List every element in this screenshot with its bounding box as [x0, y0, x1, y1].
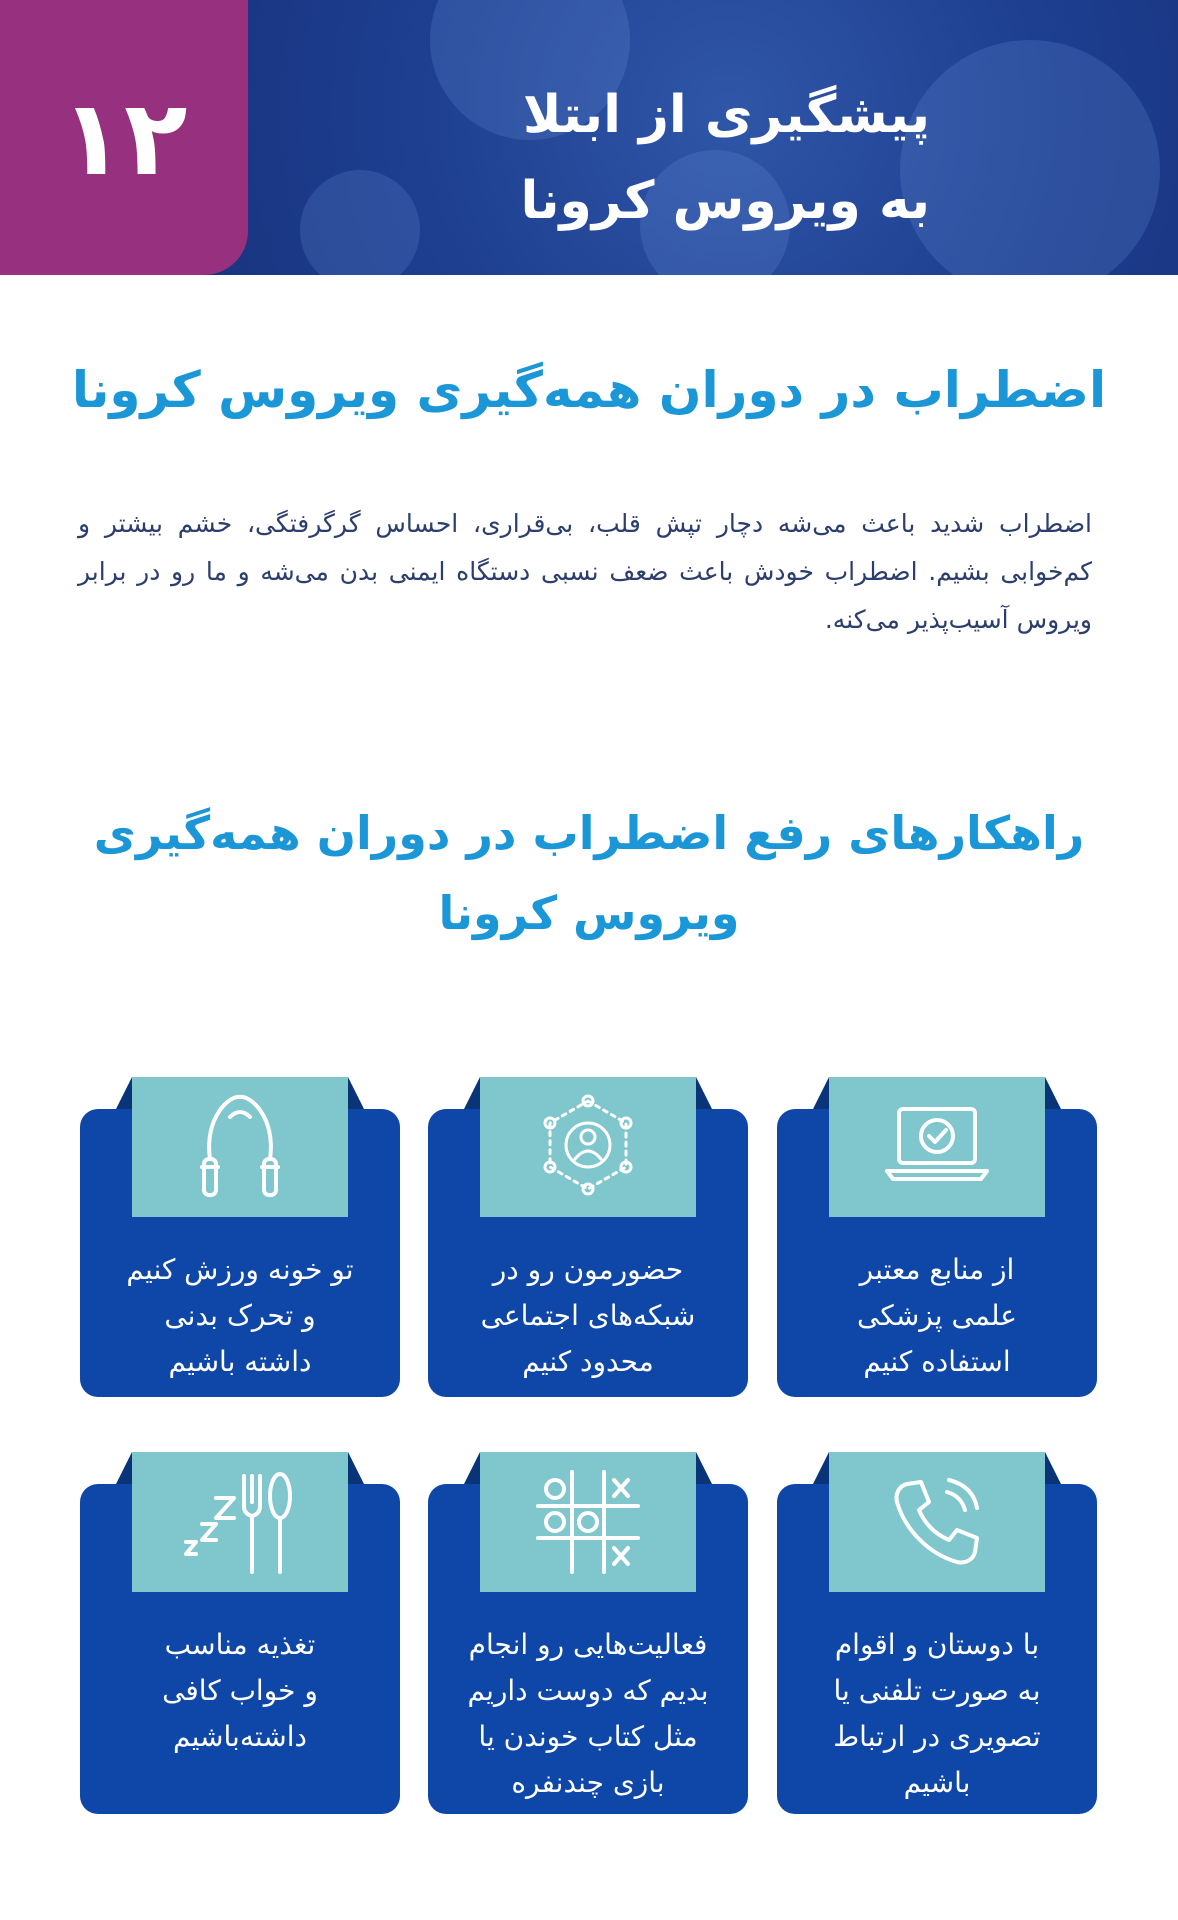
tip-1-line-1: از منابع معتبر — [859, 1253, 1015, 1286]
tip-6-text — [92, 1622, 388, 1760]
number-badge — [0, 0, 248, 275]
tip-2-line-2: شبکه‌های اجتماعی — [480, 1299, 696, 1332]
tip-3-line-2: و تحرک بدنی — [164, 1299, 316, 1332]
tip-1-line-2: علمی پزشکی — [857, 1299, 1017, 1332]
tip-3-line-1: تو خونه ورزش کنیم — [126, 1253, 354, 1286]
tip-3-text — [92, 1247, 388, 1385]
tip-card-4 — [777, 1484, 1097, 1814]
tip-1-line-3: استفاده کنیم — [863, 1345, 1011, 1378]
badge-number: ۱۲ — [60, 76, 188, 199]
tip-5-text — [440, 1622, 736, 1806]
tip-4-text — [789, 1622, 1085, 1806]
tip-card-6 — [80, 1484, 400, 1814]
tip-6-line-1: تغذیه مناسب — [164, 1628, 316, 1661]
tip-4-line-2: به صورت تلفنی یا — [833, 1674, 1041, 1707]
tip-6-icon-tab — [132, 1452, 348, 1592]
header-title-line2: به ویروس کرونا — [520, 171, 930, 231]
tip-6-line-3: داشته‌باشیم — [172, 1720, 308, 1753]
tip-5-icon-tab — [480, 1452, 696, 1592]
tip-4-line-1: با دوستان و اقوام — [834, 1628, 1040, 1661]
header-banner — [0, 0, 1178, 275]
social-network-icon — [528, 1087, 648, 1207]
laptop-check-icon — [877, 1087, 997, 1207]
tip-2-text — [440, 1247, 736, 1385]
tip-2-line-3: محدود کنیم — [522, 1345, 654, 1378]
sleep-food-icon — [180, 1462, 300, 1582]
tic-tac-toe-icon — [528, 1462, 648, 1582]
tip-1-icon-tab — [829, 1077, 1045, 1217]
tip-5-line-4: بازی چندنفره — [511, 1766, 665, 1799]
tip-3-icon-tab — [132, 1077, 348, 1217]
tip-2-line-1: حضورمون رو در — [492, 1253, 684, 1286]
tip-4-line-4: باشیم — [903, 1766, 971, 1799]
tip-5-line-2: بدیم که دوست داریم — [467, 1674, 709, 1707]
tip-1-text — [789, 1247, 1085, 1385]
solutions-heading-line1: راهکارهای رفع اضطراب در دوران همه‌گیری — [93, 806, 1085, 860]
tip-card-1 — [777, 1109, 1097, 1397]
phone-call-icon — [877, 1462, 997, 1582]
tip-2-icon-tab — [480, 1077, 696, 1217]
jump-rope-icon — [180, 1087, 300, 1207]
tip-card-2 — [428, 1109, 748, 1397]
solutions-heading-line2: ویروس کرونا — [438, 886, 740, 940]
tip-card-5 — [428, 1484, 748, 1814]
solutions-heading — [70, 793, 1108, 953]
tip-4-line-3: تصویری در ارتباط — [833, 1720, 1041, 1753]
tip-card-3 — [80, 1109, 400, 1397]
anxiety-heading: اضطراب در دوران همه‌گیری ویروس کرونا — [71, 361, 1107, 419]
tip-3-line-3: داشته باشیم — [168, 1345, 312, 1378]
header-title — [410, 72, 930, 244]
anxiety-description: اضطراب شدید باعث می‌شه دچار تپش قلب، بی‌قراری، احساس گرگرفتگی، خشم بیشتر و کم‌خوابی بشیم. اضطراب خودش باعث ضعف نسبی دستگاه ایمنی بدن می‌شه و ما رو در برابر ویروس آسیب‌پذیر می‌کنه. — [78, 509, 1092, 634]
header-title-line1: پیشگیری از ابتلا — [522, 85, 930, 145]
tip-4-icon-tab — [829, 1452, 1045, 1592]
tip-6-line-2: و خواب کافی — [162, 1674, 318, 1707]
tip-5-line-1: فعالیت‌هایی رو انجام — [468, 1628, 708, 1661]
tip-5-line-3: مثل کتاب خوندن یا — [478, 1720, 698, 1753]
